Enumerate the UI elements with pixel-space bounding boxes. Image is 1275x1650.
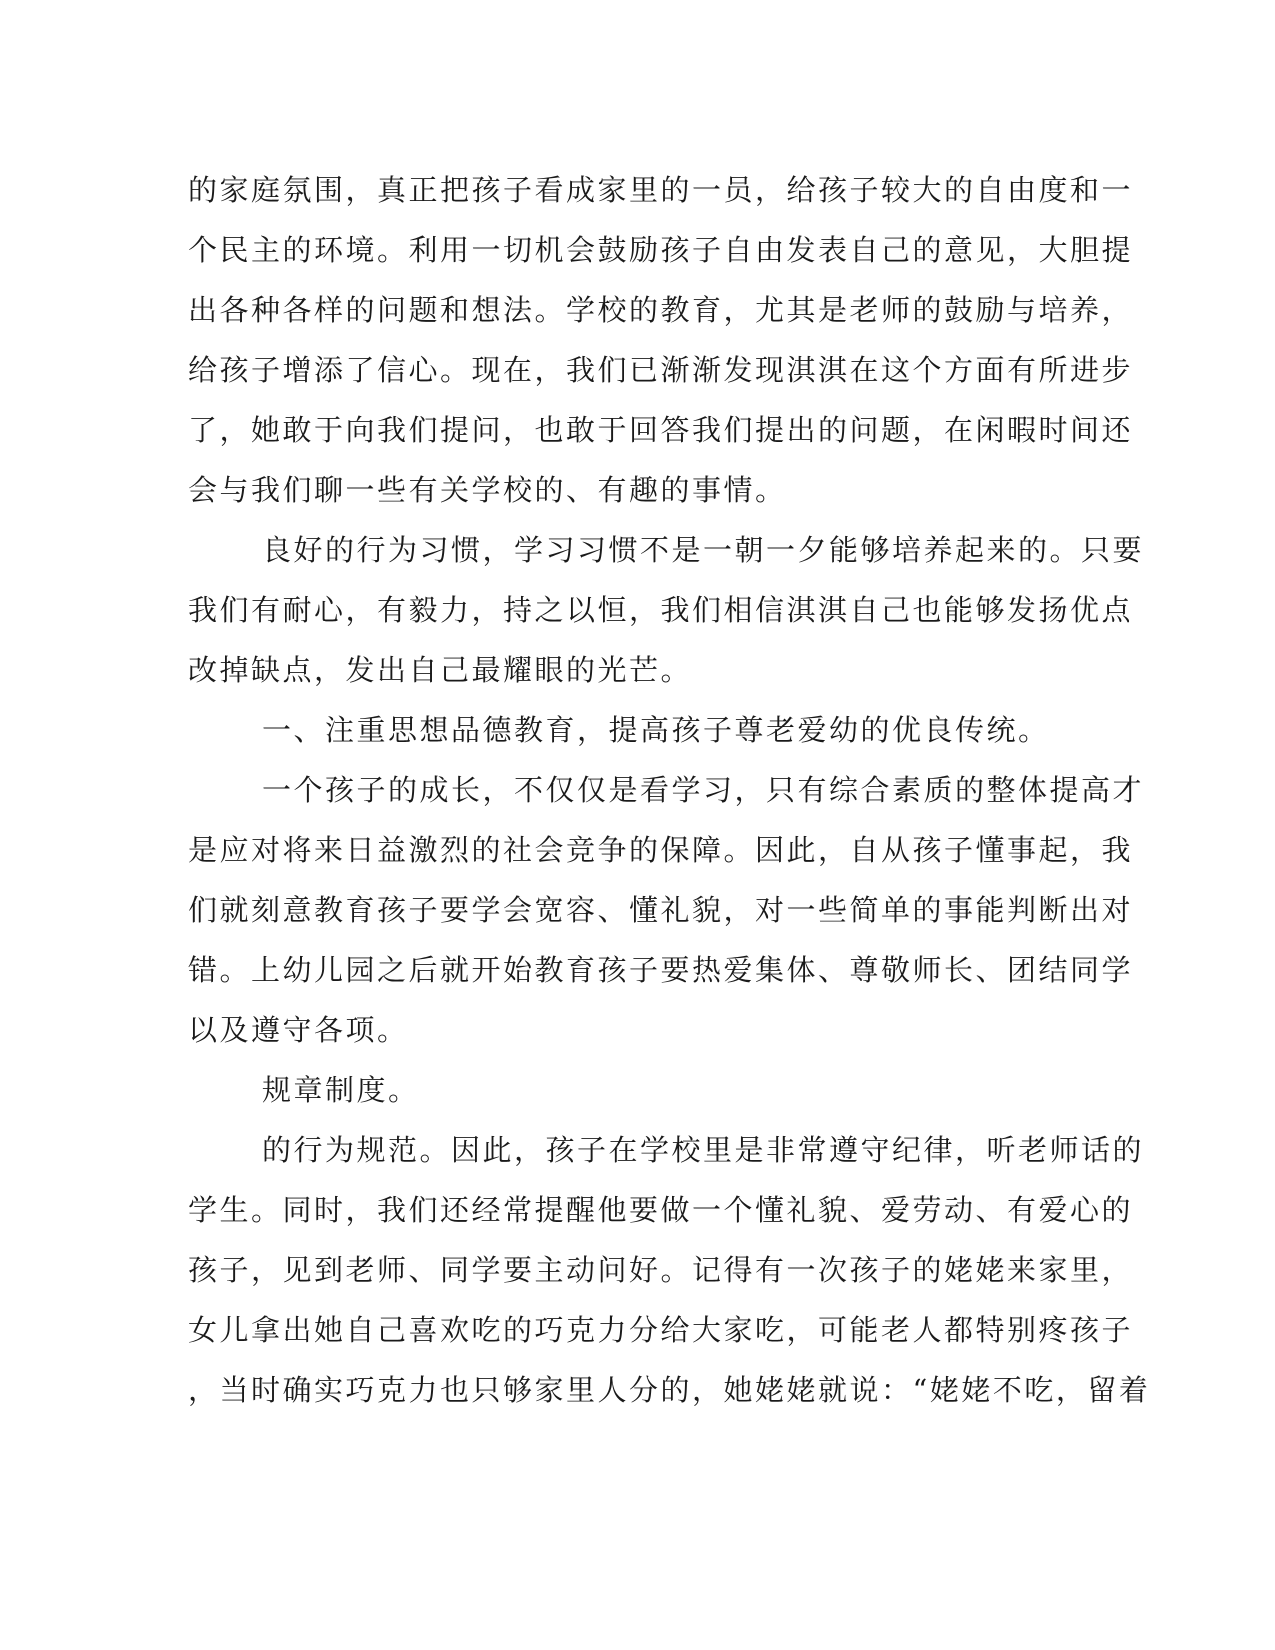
paragraph-start-line: 的行为规范。因此，孩子在学校里是非常遵守纪律，听老师话的 <box>262 1133 1145 1167</box>
text-line: 改掉缺点，发出自己最耀眼的光芒。 <box>188 653 693 687</box>
text-line: 我们有耐心，有毅力，持之以恒，我们相信淇淇自己也能够发扬优点 <box>188 593 1134 627</box>
text-line: ，当时确实巧克力也只够家里人分的，她姥姥就说：“姥姥不吃，留着 <box>188 1373 1151 1407</box>
text-line: 给孩子增添了信心。现在，我们已渐渐发现淇淇在这个方面有所进步 <box>188 353 1134 387</box>
document-body <box>188 160 1151 1420</box>
text-line: 孩子，见到老师、同学要主动问好。记得有一次孩子的姥姥来家里， <box>188 1253 1134 1287</box>
text-line: 们就刻意教育孩子要学会宽容、懂礼貌，对一些简单的事能判断出对 <box>188 893 1134 927</box>
paragraph-start-line: 一个孩子的成长，不仅仅是看学习，只有综合素质的整体提高才 <box>262 773 1145 807</box>
text-line: 个民主的环境。利用一切机会鼓励孩子自由发表自己的意见，大胆提 <box>188 233 1134 267</box>
text-line: 学生。同时，我们还经常提醒他要做一个懂礼貌、爱劳动、有爱心的 <box>188 1193 1134 1227</box>
section-heading: 一、注重思想品德教育，提高孩子尊老爱幼的优良传统。 <box>262 713 1050 747</box>
text-line: 了，她敢于向我们提问，也敢于回答我们提出的问题，在闲暇时间还 <box>188 413 1134 447</box>
paragraph-start-line: 规章制度。 <box>262 1073 420 1107</box>
text-line: 的家庭氛围，真正把孩子看成家里的一员，给孩子较大的自由度和一 <box>188 173 1134 207</box>
text-line: 错。上幼儿园之后就开始教育孩子要热爱集体、尊敬师长、团结同学 <box>188 953 1134 987</box>
text-line: 是应对将来日益激烈的社会竞争的保障。因此，自从孩子懂事起，我 <box>188 833 1134 867</box>
text-line: 女儿拿出她自己喜欢吃的巧克力分给大家吃，可能老人都特别疼孩子 <box>188 1313 1134 1347</box>
text-line: 会与我们聊一些有关学校的、有趣的事情。 <box>188 473 787 507</box>
text-line: 以及遵守各项。 <box>188 1013 409 1047</box>
text-line: 出各种各样的问题和想法。学校的教育，尤其是老师的鼓励与培养， <box>188 293 1134 327</box>
paragraph-start-line: 良好的行为习惯，学习习惯不是一朝一夕能够培养起来的。只要 <box>262 533 1145 567</box>
